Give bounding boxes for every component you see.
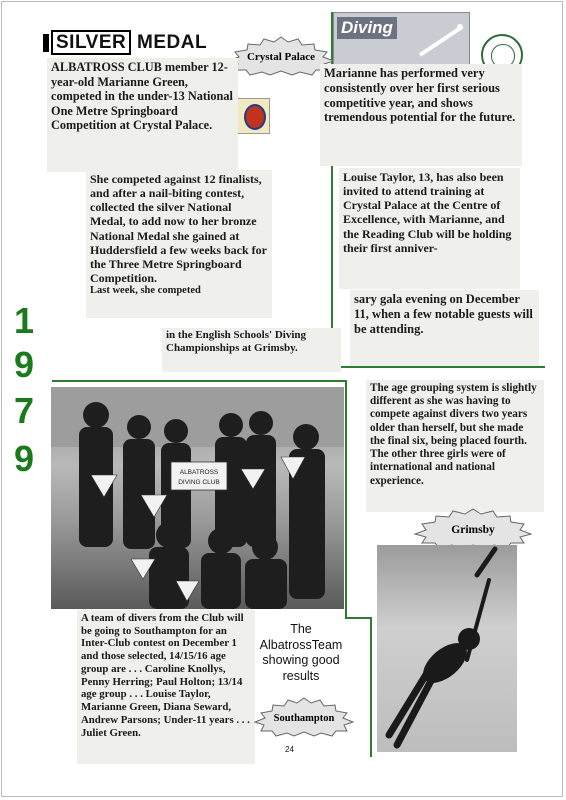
title-tab-mark	[43, 34, 49, 52]
team-photo-figures	[51, 387, 344, 609]
page-title	[43, 32, 207, 54]
crystal-palace-text: Crystal Palace	[246, 51, 316, 63]
article-1-para-1: ALBATROSS CLUB member 12-year-old Marianne Green, competed in the under-13 National One Metre Springboard Competition at Crystal Palace.	[51, 60, 233, 132]
diving-banner-text: Diving	[337, 17, 397, 39]
article-4-para-1: A team of divers from the Club will be going to Southampton for an Inter-Club contest on December 1 and those selected, 14/15/16 age group are . . . Caroline Knollys, Penny Herring; Paul Holton; 13/14 age group . . . Louise Taylor, Marianne Green, Diana Seward, Andrew Parsons; Under-11 years . . . Juliet Green.	[81, 612, 250, 739]
article-1-para-3: in the English Schools' Diving Championships at Grimsby.	[166, 329, 306, 354]
title-silver: SILVER	[51, 30, 131, 55]
article-1-para-2: She competed against 12 finalists, and after a nail-biting contest, collected the silver National Medal, to add now to her bronze National Medal she gained at Huddersfield a few weeks back for the Three Metre Springboard Competition.	[90, 172, 267, 286]
photo-banner-line-1: ALBATROSS	[179, 469, 219, 476]
divider-vertical-bottom	[370, 617, 372, 757]
grimsby-label	[413, 508, 533, 550]
divider-horizontal-low	[345, 617, 371, 619]
team-photo	[51, 387, 344, 609]
photo-banner-line-2: DIVING CLUB	[178, 479, 220, 486]
article-2-para-2: Louise Taylor, 13, has also been invited to attend training at Crystal Palace at the Centre of Excellence, with Marianne, and the Reading Club will be holding their first anniver-	[343, 170, 512, 255]
article-1-clipping-end	[162, 328, 341, 372]
article-1-clipping	[47, 58, 238, 172]
southampton-label	[254, 697, 354, 737]
year-digit-1: 1	[14, 300, 35, 341]
diver-silhouette-icon	[416, 21, 466, 59]
article-2-clipping-end	[350, 290, 539, 366]
diver-photo	[377, 545, 517, 752]
article-2-clipping-cont	[339, 168, 520, 289]
year-digit-4: 9	[14, 438, 35, 479]
year-digit-3: 7	[14, 390, 35, 431]
article-3-clipping	[366, 380, 544, 512]
divider-horizontal-mid	[333, 366, 545, 368]
article-1-para-2-tail: Last week, she competed	[90, 285, 201, 297]
article-3-para-1: The age grouping system is slightly different as she was having to compete against divers two years older than herself, but she made the final six, being placed fourth. The other three girls were of international and national experience.	[370, 382, 537, 487]
year-digit-2: 9	[14, 344, 35, 385]
title-medal: MEDAL	[137, 32, 208, 53]
grimsby-text: Grimsby	[451, 524, 495, 536]
divider-horizontal-left	[52, 380, 346, 382]
diver-figure	[377, 545, 517, 752]
divider-vertical-mid	[345, 380, 347, 618]
diving-banner	[333, 12, 470, 66]
article-2-para-3: sary gala evening on December 11, when a few notable guests will be attending.	[354, 292, 533, 336]
article-4-clipping	[77, 610, 255, 764]
reading-crest-icon	[237, 98, 270, 134]
article-2-para-1: Marianne has performed very consistently over her first serious competitive year, and shows tremendous potential for the future.	[324, 66, 516, 125]
article-1-clipping-cont	[86, 170, 272, 318]
photo-caption: The AlbatrossTeam showing good results	[259, 622, 343, 683]
page-number: 24	[285, 745, 294, 754]
southampton-text: Southampton	[273, 713, 335, 724]
article-2-clipping	[320, 64, 522, 166]
